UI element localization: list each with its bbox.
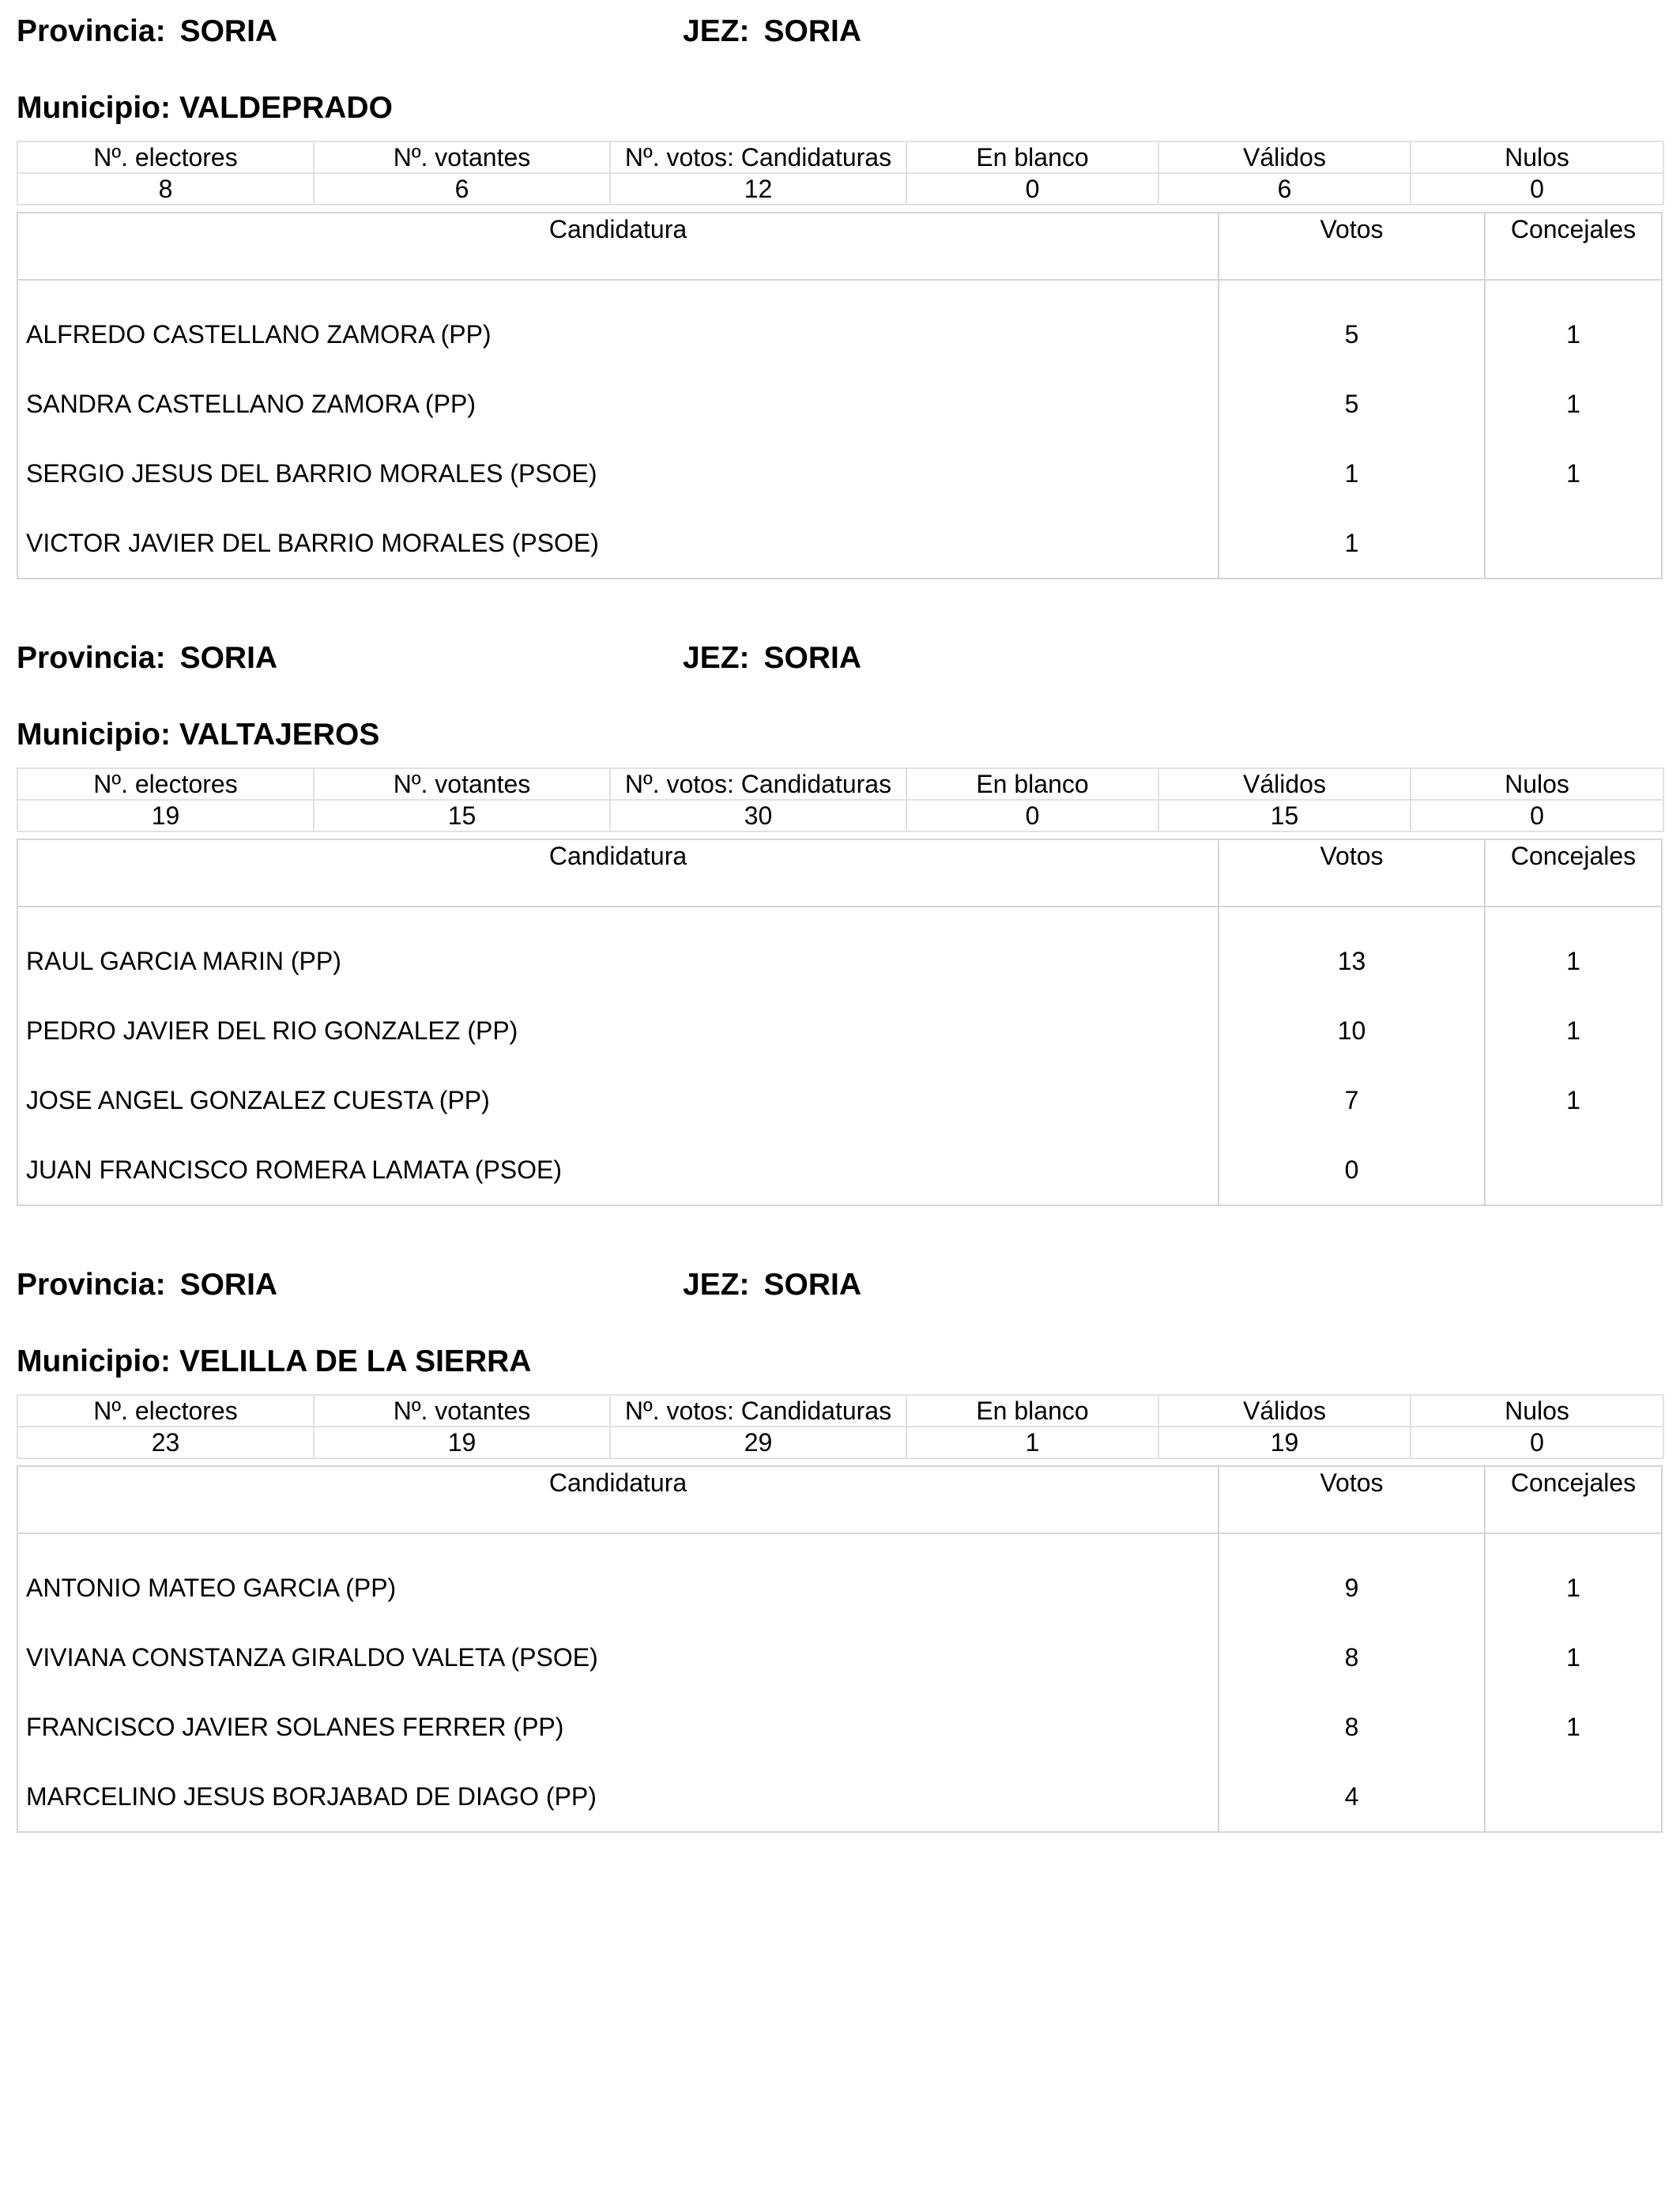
stat-header-en-blanco: En blanco — [906, 1395, 1158, 1427]
candidate-votes: 1 — [1219, 508, 1485, 578]
spacer-cell — [18, 1533, 1219, 1553]
candidate-name: JUAN FRANCISCO ROMERA LAMATA (PSOE) — [26, 1155, 563, 1184]
stat-value-electores: 19 — [17, 800, 314, 831]
candidates-header-row — [18, 840, 1661, 907]
header-votos: Votos — [1219, 213, 1485, 280]
province-label: Provincia: — [17, 641, 166, 675]
stat-header-votantes: Nº. votantes — [314, 768, 610, 800]
municipality-section-valdeprado — [17, 0, 1663, 579]
stats-header-row — [17, 141, 1663, 173]
stat-header-en-blanco: En blanco — [906, 768, 1158, 800]
stat-header-validos: Válidos — [1158, 1395, 1411, 1427]
jez-label: JEZ: — [683, 641, 750, 675]
spacer-cell — [18, 907, 1219, 926]
stat-value-nulos: 0 — [1411, 1427, 1663, 1458]
section-header — [17, 627, 1663, 702]
stats-table — [17, 141, 1663, 212]
header-candidatura: Candidatura — [18, 1467, 1219, 1533]
table-row — [18, 300, 1661, 369]
province-value: SORIA — [179, 641, 278, 675]
municipality-title — [17, 702, 1663, 767]
candidate-councillors: 1 — [1485, 1065, 1661, 1135]
stat-value-electores: 23 — [17, 1427, 314, 1458]
table-row — [18, 508, 1661, 578]
candidates-header-row — [18, 213, 1661, 280]
stat-header-en-blanco: En blanco — [906, 141, 1158, 173]
candidate-name: MARCELINO JESUS BORJABAD DE DIAGO (PP) — [26, 1781, 597, 1811]
province-line — [17, 14, 277, 49]
province-value: SORIA — [179, 14, 278, 48]
header-concejales: Concejales — [1485, 1467, 1661, 1533]
candidate-votes: 7 — [1219, 1065, 1485, 1135]
stats-value-row — [17, 1427, 1663, 1458]
candidate-name: SERGIO JESUS DEL BARRIO MORALES (PSOE) — [26, 458, 597, 488]
province-line — [17, 1268, 277, 1302]
jez-line — [683, 641, 861, 676]
stats-table — [17, 767, 1663, 839]
candidate-councillors: 1 — [1485, 300, 1661, 369]
candidate-councillors — [1485, 1135, 1661, 1204]
candidate-votes: 1 — [1219, 439, 1485, 508]
table-row — [18, 1692, 1661, 1762]
candidate-name: RAUL GARCIA MARIN (PP) — [26, 946, 341, 975]
candidates-table — [17, 839, 1663, 1206]
candidate-name: JOSE ANGEL GONZALEZ CUESTA (PP) — [26, 1085, 490, 1114]
jez-line — [683, 1268, 861, 1302]
stat-header-nulos: Nulos — [1411, 141, 1663, 173]
stat-value-votos-candidaturas: 30 — [610, 800, 906, 831]
section-header — [17, 0, 1663, 75]
candidates-table — [17, 212, 1663, 579]
candidate-councillors: 1 — [1485, 369, 1661, 439]
jez-label: JEZ: — [683, 14, 750, 48]
province-value: SORIA — [179, 1268, 278, 1302]
stats-value-row — [17, 173, 1663, 205]
table-row — [18, 439, 1661, 508]
municipality-value: VALTAJEROS — [179, 718, 380, 752]
municipality-value: VELILLA DE LA SIERRA — [179, 1344, 532, 1378]
table-row — [18, 926, 1661, 996]
candidate-name: VICTOR JAVIER DEL BARRIO MORALES (PSOE) — [26, 528, 599, 557]
stat-value-nulos: 0 — [1411, 800, 1663, 831]
header-concejales: Concejales — [1485, 213, 1661, 280]
candidate-councillors: 1 — [1485, 926, 1661, 996]
municipality-value: VALDEPRADO — [179, 91, 393, 125]
header-candidatura: Candidatura — [18, 840, 1219, 907]
stat-value-votantes: 19 — [314, 1427, 610, 1458]
municipality-title — [17, 75, 1663, 141]
header-votos: Votos — [1219, 1467, 1485, 1533]
municipality-label: Municipio: — [17, 718, 171, 752]
candidate-councillors: 1 — [1485, 1553, 1661, 1623]
candidate-votes: 5 — [1219, 300, 1485, 369]
candidate-votes: 0 — [1219, 1135, 1485, 1204]
stat-header-votos-candidaturas: Nº. votos: Candidaturas — [610, 141, 906, 173]
table-row — [18, 1553, 1661, 1623]
stat-header-nulos: Nulos — [1411, 768, 1663, 800]
table-row — [18, 1762, 1661, 1831]
stat-header-votos-candidaturas: Nº. votos: Candidaturas — [610, 1395, 906, 1427]
province-line — [17, 641, 277, 676]
candidate-name: ANTONIO MATEO GARCIA (PP) — [26, 1573, 397, 1602]
section-header — [17, 1253, 1663, 1329]
spacer-cell — [18, 280, 1219, 300]
candidate-councillors — [1485, 508, 1661, 578]
municipality-label: Municipio: — [17, 1344, 171, 1378]
spacer-row — [18, 907, 1661, 926]
stat-header-nulos: Nulos — [1411, 1395, 1663, 1427]
municipality-label: Municipio: — [17, 91, 171, 125]
stat-value-en-blanco: 0 — [906, 800, 1158, 831]
stat-header-validos: Válidos — [1158, 768, 1411, 800]
stat-header-electores: Nº. electores — [17, 1395, 314, 1427]
stat-header-electores: Nº. electores — [17, 141, 314, 173]
stat-value-validos: 6 — [1158, 173, 1411, 205]
header-candidatura: Candidatura — [18, 213, 1219, 280]
candidate-councillors: 1 — [1485, 1623, 1661, 1692]
jez-value: SORIA — [763, 14, 862, 48]
table-row — [18, 1065, 1661, 1135]
municipality-section-velilla-de-la-sierra — [17, 1253, 1663, 1833]
stats-header-row — [17, 768, 1663, 800]
candidate-votes: 9 — [1219, 1553, 1485, 1623]
stat-header-validos: Válidos — [1158, 141, 1411, 173]
stat-value-validos: 19 — [1158, 1427, 1411, 1458]
candidate-votes: 8 — [1219, 1623, 1485, 1692]
stat-value-nulos: 0 — [1411, 173, 1663, 205]
spacer-cell — [1219, 280, 1485, 300]
stat-header-electores: Nº. electores — [17, 768, 314, 800]
candidate-councillors: 1 — [1485, 996, 1661, 1065]
stats-value-row — [17, 800, 1663, 831]
header-votos: Votos — [1219, 840, 1485, 907]
candidate-councillors: 1 — [1485, 439, 1661, 508]
stat-value-electores: 8 — [17, 173, 314, 205]
candidate-name: ALFREDO CASTELLANO ZAMORA (PP) — [26, 319, 492, 349]
candidate-name: FRANCISCO JAVIER SOLANES FERRER (PP) — [26, 1712, 564, 1741]
province-label: Provincia: — [17, 1268, 166, 1302]
jez-line — [683, 14, 861, 49]
stat-value-en-blanco: 0 — [906, 173, 1158, 205]
stat-header-votantes: Nº. votantes — [314, 1395, 610, 1427]
candidate-councillors: 1 — [1485, 1692, 1661, 1762]
stat-value-en-blanco: 1 — [906, 1427, 1158, 1458]
jez-value: SORIA — [763, 641, 862, 675]
candidate-votes: 5 — [1219, 369, 1485, 439]
province-label: Provincia: — [17, 14, 166, 48]
jez-label: JEZ: — [683, 1268, 750, 1302]
table-row — [18, 1623, 1661, 1692]
header-concejales: Concejales — [1485, 840, 1661, 907]
stats-table — [17, 1394, 1663, 1465]
jez-value: SORIA — [763, 1268, 862, 1302]
spacer-cell — [1219, 1533, 1485, 1553]
candidate-name: PEDRO JAVIER DEL RIO GONZALEZ (PP) — [26, 1016, 518, 1045]
stat-value-votos-candidaturas: 12 — [610, 173, 906, 205]
candidate-votes: 13 — [1219, 926, 1485, 996]
candidates-header-row — [18, 1467, 1661, 1533]
spacer-cell — [1485, 280, 1661, 300]
stats-header-row — [17, 1395, 1663, 1427]
candidate-name: SANDRA CASTELLANO ZAMORA (PP) — [26, 389, 477, 418]
spacer-cell — [1219, 907, 1485, 926]
stat-value-votantes: 6 — [314, 173, 610, 205]
table-row — [18, 369, 1661, 439]
candidate-councillors — [1485, 1762, 1661, 1831]
candidates-table — [17, 1465, 1663, 1833]
table-row — [18, 1135, 1661, 1204]
spacer-cell — [1485, 907, 1661, 926]
stat-value-votos-candidaturas: 29 — [610, 1427, 906, 1458]
candidate-votes: 4 — [1219, 1762, 1485, 1831]
spacer-cell — [1485, 1533, 1661, 1553]
table-row — [18, 996, 1661, 1065]
spacer-row — [18, 1533, 1661, 1553]
stat-value-votantes: 15 — [314, 800, 610, 831]
stat-header-votantes: Nº. votantes — [314, 141, 610, 173]
municipality-section-valtajeros — [17, 627, 1663, 1206]
municipality-title — [17, 1329, 1663, 1394]
stat-header-votos-candidaturas: Nº. votos: Candidaturas — [610, 768, 906, 800]
stat-value-validos: 15 — [1158, 800, 1411, 831]
spacer-row — [18, 280, 1661, 300]
candidate-name: VIVIANA CONSTANZA GIRALDO VALETA (PSOE) — [26, 1642, 598, 1672]
candidate-votes: 10 — [1219, 996, 1485, 1065]
candidate-votes: 8 — [1219, 1692, 1485, 1762]
